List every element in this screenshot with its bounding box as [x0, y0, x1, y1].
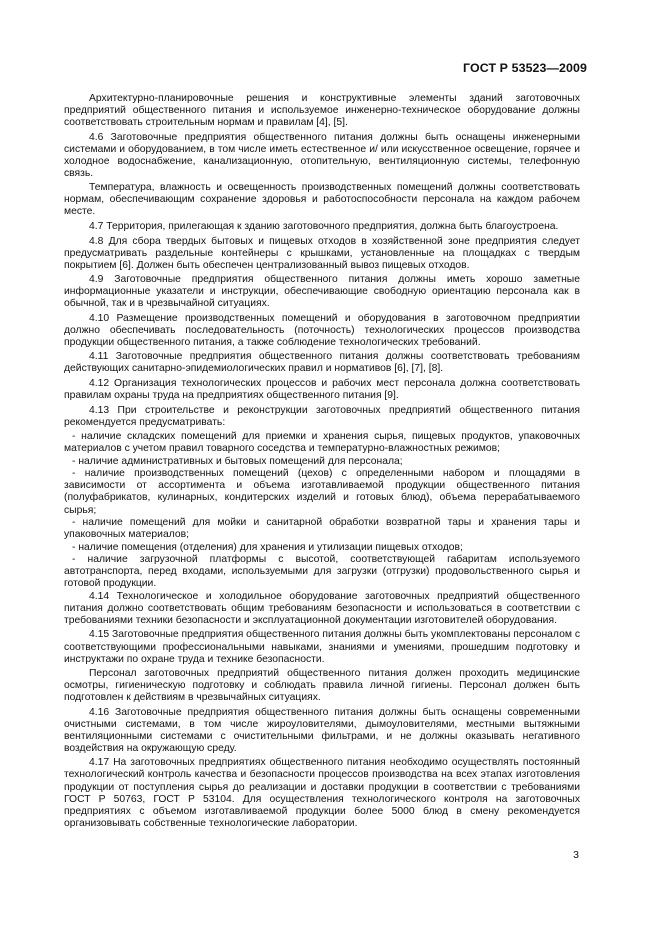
paragraph-4-17: 4.17 На заготовочных предприятиях общественного питания необходимо осуществлять постоянный технологический контроль качества и безопасности процессов производства на всех этапах изготовления продукции от поступления сырья до реализации и доставки продукции в соответствии с требованиями ГОСТ Р 50763, ГОСТ Р 53104. Для осуществления технологического контроля на заготовочных предприятиях с объемом изготавливаемой продукции более 5000 блюд в смену рекомендуется организовывать собственные технологические лаборатории.	[64, 757, 580, 829]
paragraph: Архитектурно-планировочные решения и конструктивные элементы зданий заготовочных предприятий общественного питания и используемое инженерно-техническое оборудование должны соответствовать строительным нормам и правилам [4], [5].	[64, 93, 580, 129]
paragraph-4-13: 4.13 При строительстве и реконструкции заготовочных предприятий общественного питания рекомендуется предусматривать:	[64, 404, 580, 428]
page-number: 3	[573, 849, 579, 861]
paragraph-4-14: 4.14 Технологическое и холодильное оборудование заготовочных предприятий общественного питания должно соответствовать общим требованиям безопасности и использоваться в соответствии с требованиями техники безопасности и эксплуатационной документации изготовителей оборудования.	[64, 590, 580, 626]
paragraph-4-7: 4.7 Территория, прилегающая к зданию заготовочного предприятия, должна быть благоустроена.	[89, 220, 559, 232]
paragraph-4-15: 4.15 Заготовочные предприятия общественного питания должны быть укомплектованы персоналом с соответствующими профессиональными навыками, знаниями и умениями, прошедшим подготовку и инструктажи по охране труда и технике безопасности.	[64, 629, 580, 665]
paragraph-4-16: 4.16 Заготовочные предприятия общественного питания должны быть оснащены современными очистными системами, в том числе жироуловителями, дымоуловителями, местными вытяжными вентиляционными системами с очистительными фильтрами, и не должны оказывать негативного воздействия на окружающую среду.	[64, 706, 580, 754]
list-item: - наличие производственных помещений (цехов) с определенными набором и площадями в зависимости от ассортимента и объема изготавливаемой продукции общественного питания (полуфабрикатов, кулинарных, кондитерских изделий и готовых блюд), объема перерабатываемого сырья;	[64, 468, 580, 516]
document-code: ГОСТ Р 53523—2009	[463, 61, 587, 75]
list-item: - наличие складских помещений для приемки и хранения сырья, пищевых продуктов, упаковочных материалов с учетом правил товарного соседства и температурно-влажностных режимов;	[64, 431, 580, 455]
paragraph-4-9: 4.9 Заготовочные предприятия общественного питания должны иметь хорошо заметные информационные указатели и инструкции, обеспечивающие свободную ориентацию персонала как в обычной, так и в чрезвычайной ситуациях.	[64, 274, 580, 310]
paragraph: Персонал заготовочных предприятий общественного питания должен проходить медицинские осмотры, гигиеническую подготовку и соблюдать правила личной гигиены. Персонал должен быть подготовлен к действиям в чрезвычайных ситуациях.	[64, 668, 580, 704]
paragraph: Температура, влажность и освещенность производственных помещений должны соответствовать нормам, обеспечивающим сохранение здоровья и работоспособности персонала на каждом рабочем месте.	[64, 182, 580, 218]
paragraph-4-10: 4.10 Размещение производственных помещений и оборудования в заготовочном предприятии должно обеспечивать последовательность (поточность) технологических процессов производства продукции общественного питания, а также соблюдение технологических требований.	[64, 312, 580, 348]
list-item: - наличие административных и бытовых помещений для персонала;	[72, 455, 403, 467]
paragraph-4-6: 4.6 Заготовочные предприятия общественного питания должны быть оснащены инженерными системами и оборудованием, в том числе иметь естественное и/ или искусственное освещение, горячее и холодное водоснабжение, канализационную, отопительную, вентиляционную системы, телефонную связь.	[64, 131, 580, 179]
paragraph-4-12: 4.12 Организация технологических процессов и рабочих мест персонала должна соответствовать правилам охраны труда на предприятиях общественного питания [9].	[64, 378, 580, 402]
list-item: - наличие загрузочной платформы с высотой, соответствующей габаритам используемого автотранспорта, перед входами, используемыми для загрузки (отгрузки) продовольственного сырья и готовой продукции.	[64, 554, 580, 590]
paragraph-4-11: 4.11 Заготовочные предприятия общественного питания должны соответствовать требованиям действующих санитарно-эпидемиологических правил и нормативов [6], [7], [8].	[64, 351, 580, 375]
list-item: - наличие помещений для мойки и санитарной обработки возвратной тары и хранения тары и упаковочных материалов;	[64, 517, 580, 541]
document-body	[64, 93, 580, 832]
paragraph-4-8: 4.8 Для сбора твердых бытовых и пищевых отходов в хозяйственной зоне предприятия следует предусматривать раздельные контейнеры с крышками, установленные на площадках с твердым покрытием [6]. Должен быть обеспечен централизованный вывоз пищевых отходов.	[64, 235, 580, 271]
list-item: - наличие помещения (отделения) для хранения и утилизации пищевых отходов;	[72, 541, 463, 553]
